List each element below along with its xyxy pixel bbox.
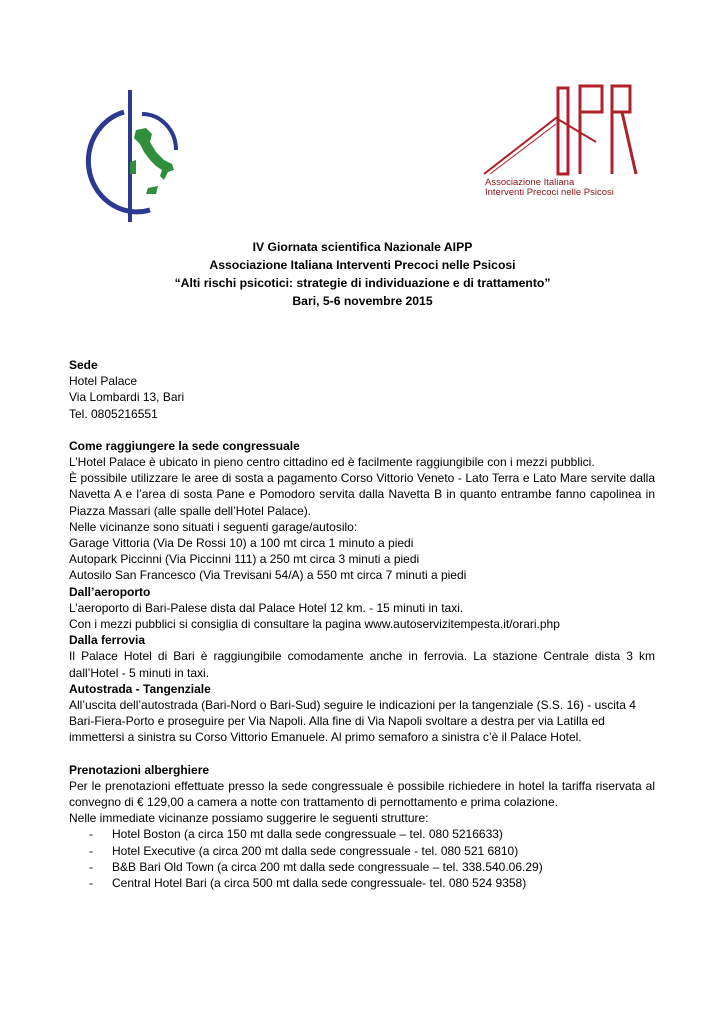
autostrada-text: All’uscita dell’autostrada (Bari-Nord o Bari-Sud) seguire le indicazioni per la tangenziale (S.S. 16) - uscita 4 Bari-Fiera-Porto e proseguire per Via Napoli. Alla fine di Via Napoli svoltare a destra per via Latilla ed immettersi a sinistra su Corso Vittorio Emanuele. Al primo semaforo a sinistra c’è il Palace Hotel. bbox=[69, 698, 636, 745]
hotel-list-item: - Hotel Boston (a circa 150 mt dalla sede congressuale – tel. 080 5216633) bbox=[89, 827, 503, 842]
garage-item: Garage Vittoria (Via De Rossi 10) a 100 mt circa 1 minuto a piedi bbox=[69, 536, 414, 551]
prenotazioni-intro: Nelle immediate vicinanze possiamo suggerire le seguenti strutture: bbox=[69, 811, 429, 826]
come-heading: Come raggiungere la sede congressuale bbox=[69, 438, 300, 453]
document-title bbox=[0, 238, 725, 310]
hotel-item-text: Hotel Boston (a circa 150 mt dalla sede congressuale – tel. 080 5216633) bbox=[112, 827, 503, 842]
hotel-list bbox=[69, 826, 655, 891]
garage-item: Autosilo San Francesco (Via Trevisani 54/A) a 550 mt circa 7 minuti a piedi bbox=[69, 568, 467, 583]
come-paragraph-2: È possibile utilizzare le aree di sosta a pagamento Corso Vittorio Veneto - Lato Terra e Lato Mare servite dalla Navetta A e l’area di sosta Pane e Pomodoro servita dalla Navetta B in quanto entrambe fanno capolinea in Piazza Massari (alle spalle dell’Hotel Palace). bbox=[69, 471, 655, 518]
document-body bbox=[69, 357, 655, 891]
sede-heading: Sede bbox=[69, 358, 98, 372]
garage-item: Autopark Piccinni (Via Piccinni 111) a 250 mt circa 3 minuti a piedi bbox=[69, 552, 420, 567]
aipp-logo-right bbox=[478, 82, 640, 200]
title-line-4: Bari, 5-6 novembre 2015 bbox=[292, 294, 433, 308]
title-line-3: “Alti rischi psicotici: strategie di individuazione e di trattamento” bbox=[174, 276, 551, 290]
sede-line: Via Lombardi 13, Bari bbox=[69, 390, 185, 405]
logo-caption-line-2: Interventi Precoci nelle Psicosi bbox=[485, 187, 614, 198]
sede-line: Tel. 0805216551 bbox=[69, 406, 158, 421]
sede-line: Hotel Palace bbox=[69, 374, 138, 389]
title-line-1: IV Giornata scientifica Nazionale AIPP bbox=[252, 240, 473, 254]
aeroporto-heading: Dall’aeroporto bbox=[69, 584, 151, 599]
ferrovia-heading: Dalla ferrovia bbox=[69, 633, 146, 648]
ferrovia-text: Il Palace Hotel di Bari è raggiungibile comodamente anche in ferrovia. La stazione Centrale dista 3 km dall’Hotel - 5 minuti in taxi. bbox=[69, 649, 655, 680]
hotel-list-item: - Hotel Executive (a circa 200 mt dalla sede congressuale - tel. 080 521 6810) bbox=[89, 843, 519, 858]
prenotazioni-text: Per le prenotazioni effettuate presso la sede congressuale è possibile richiedere in hotel la tariffa riservata al convegno di € 129,00 a camera a notte con trattamento di pernottamento e prima colazione. bbox=[69, 778, 655, 810]
aipp-logo-left bbox=[84, 90, 188, 222]
logo-caption bbox=[485, 178, 614, 198]
hotel-list-item: - B&B Bari Old Town (a circa 200 mt dalla sede congressuale – tel. 338.540.06.29) bbox=[89, 859, 543, 874]
aeroporto-line: Con i mezzi pubblici si consiglia di consultare la pagina www.autoservizitempesta.it/orari.php bbox=[69, 617, 560, 632]
hotel-item-text: B&B Bari Old Town (a circa 200 mt dalla sede congressuale – tel. 338.540.06.29) bbox=[112, 859, 543, 874]
title-line-2: Associazione Italiana Interventi Precoci nelle Psicosi bbox=[209, 258, 516, 272]
hotel-item-text: Central Hotel Bari (a circa 500 mt dalla sede congressuale- tel. 080 524 9358) bbox=[112, 876, 527, 891]
logo-caption-line-1: Associazione Italiana bbox=[485, 177, 575, 188]
aeroporto-line: L’aeroporto di Bari-Palese dista dal Palace Hotel 12 km. - 15 minuti in taxi. bbox=[69, 600, 464, 615]
hotel-item-text: Hotel Executive (a circa 200 mt dalla sede congressuale - tel. 080 521 6810) bbox=[112, 843, 519, 858]
prenotazioni-heading: Prenotazioni alberghiere bbox=[69, 762, 210, 777]
come-paragraph-3: Nelle vicinanze sono situati i seguenti garage/autosilo: bbox=[69, 519, 358, 534]
autostrada-heading: Autostrada - Tangenziale bbox=[69, 681, 211, 696]
hotel-list-item: - Central Hotel Bari (a circa 500 mt dalla sede congressuale- tel. 080 524 9358) bbox=[89, 876, 527, 891]
come-paragraph-1: L’Hotel Palace è ubicato in pieno centro cittadino ed è facilmente raggiungibile con i mezzi pubblici. bbox=[69, 455, 595, 470]
